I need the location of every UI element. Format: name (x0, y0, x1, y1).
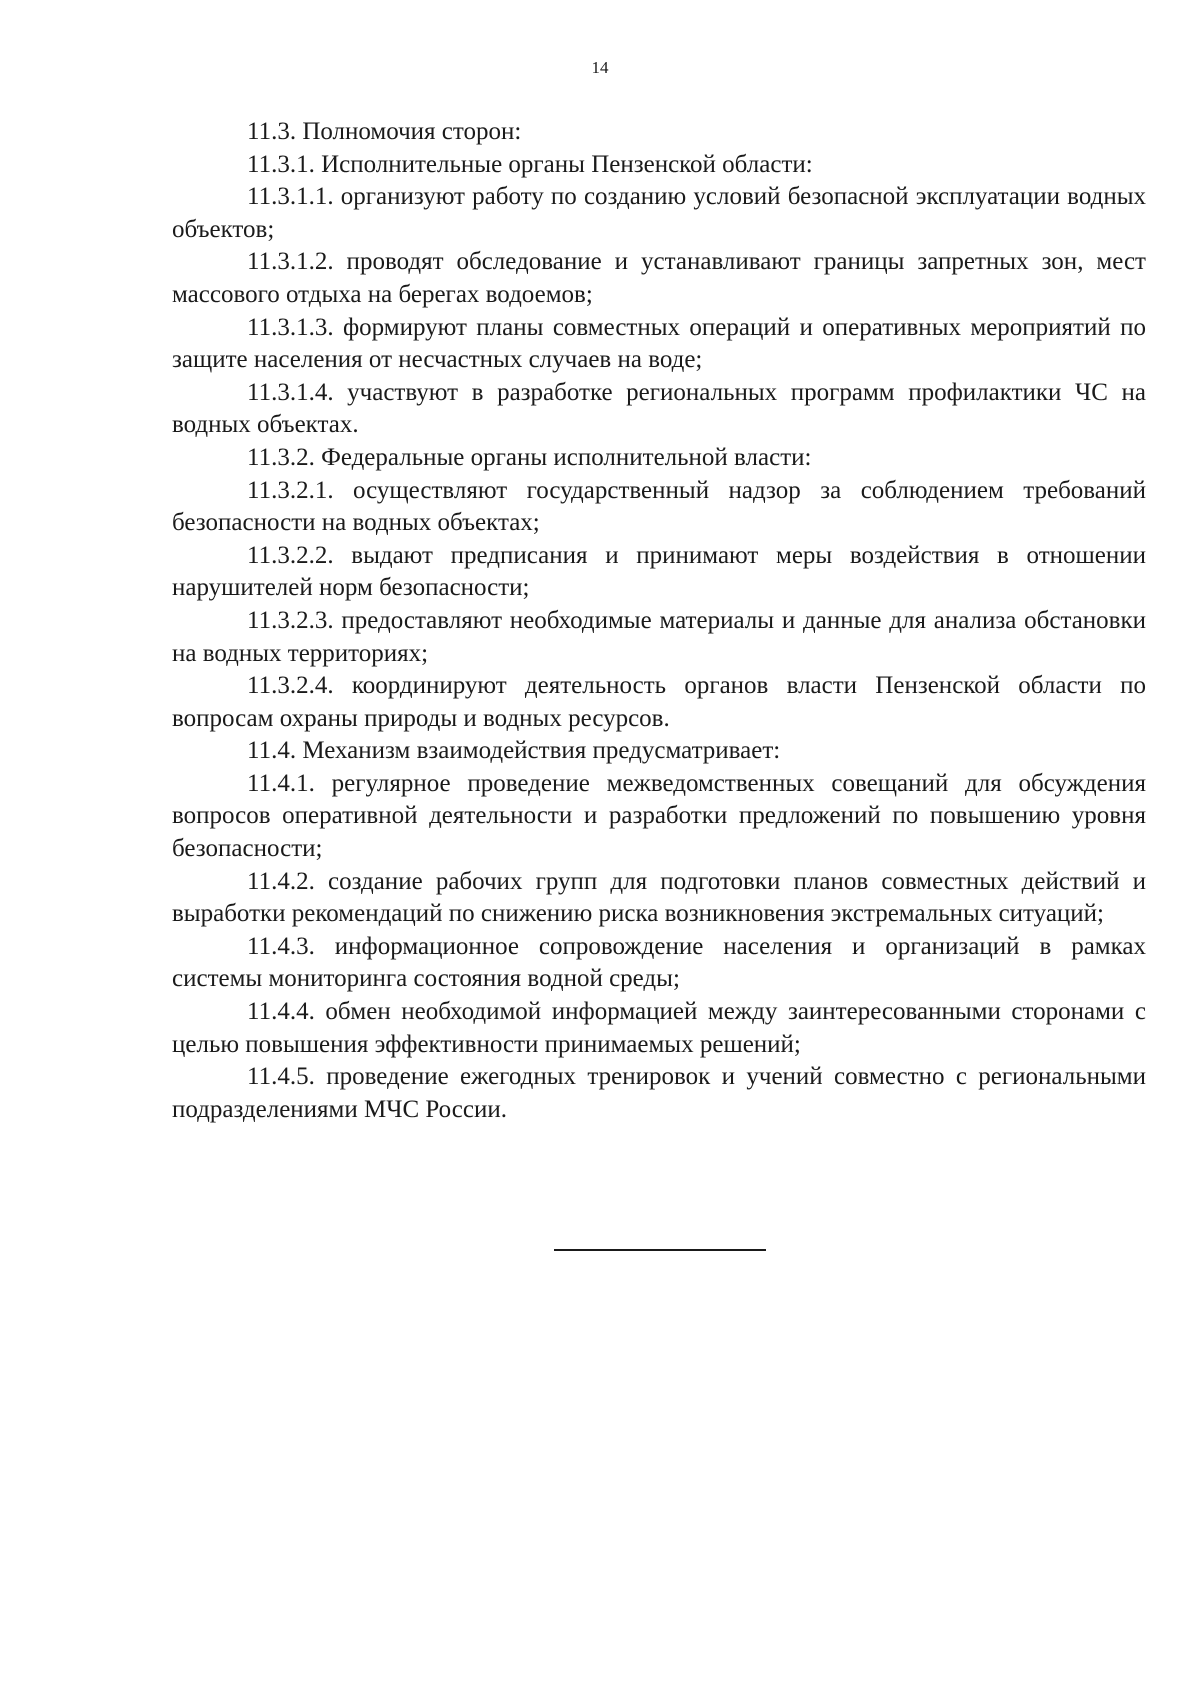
paragraph-11-3-1-1: 11.3.1.1. организуют работу по созданию условий безопасной эксплуатации водных объектов; (172, 183, 1146, 243)
document-body (172, 116, 1146, 1126)
paragraph-11-4-3: 11.4.3. информационное сопровождение населения и организаций в рамках системы мониторинга состояния водной среды; (172, 932, 1146, 993)
paragraph-11-3-2-3: 11.3.2.3. предоставляют необходимые материалы и данные для анализа обстановки на водных территориях; (172, 606, 1146, 667)
paragraph-11-3-1-4: 11.3.1.4. участвуют в разработке региональных программ профилактики ЧС на водных объектах. (172, 378, 1146, 439)
paragraph-11-4-5: 11.4.5. проведение ежегодных тренировок и учений совместно с региональными подразделениями МЧС России. (172, 1063, 1146, 1123)
paragraph-11-3-1-2: 11.3.1.2. проводят обследование и устанавливают границы запретных зон, мест массового отдыха на берегах водоемов; (172, 248, 1146, 308)
paragraph-11-3-2-2: 11.3.2.2. выдают предписания и принимают меры воздействия в отношении нарушителей норм безопасности; (172, 541, 1146, 602)
end-of-document-rule (554, 1249, 766, 1251)
paragraph-11-4: 11.4. Механизм взаимодействия предусматривает: (247, 737, 781, 765)
paragraph-11-3-1-3: 11.3.1.3. формируют планы совместных операций и оперативных мероприятий по защите населения от несчастных случаев на воде; (172, 313, 1146, 374)
paragraph-11-3: 11.3. Полномочия сторон: (247, 118, 522, 145)
paragraph-11-4-2: 11.4.2. создание рабочих групп для подготовки планов совместных действий и выработки рекомендаций по снижению риска возникновения экстремальных ситуаций; (172, 867, 1146, 928)
paragraph-11-3-1: 11.3.1. Исполнительные органы Пензенской области: (247, 150, 813, 178)
paragraph-11-3-2-1: 11.3.2.1. осуществляют государственный надзор за соблюдением требований безопасности на водных объектах; (172, 476, 1146, 537)
paragraph-11-3-2-4: 11.3.2.4. координируют деятельность органов власти Пензенской области по вопросам охраны природы и водных ресурсов. (172, 672, 1146, 732)
page-number: 14 (591, 58, 609, 77)
paragraph-11-3-2: 11.3.2. Федеральные органы исполнительной власти: (247, 443, 812, 471)
paragraph-11-4-1: 11.4.1. регулярное проведение межведомственных совещаний для обсуждения вопросов оперативной деятельности и разработки предложений по повышению уровня безопасности; (172, 769, 1146, 863)
paragraph-11-4-4: 11.4.4. обмен необходимой информацией между заинтересованными сторонами с целью повышения эффективности принимаемых решений; (172, 998, 1146, 1058)
